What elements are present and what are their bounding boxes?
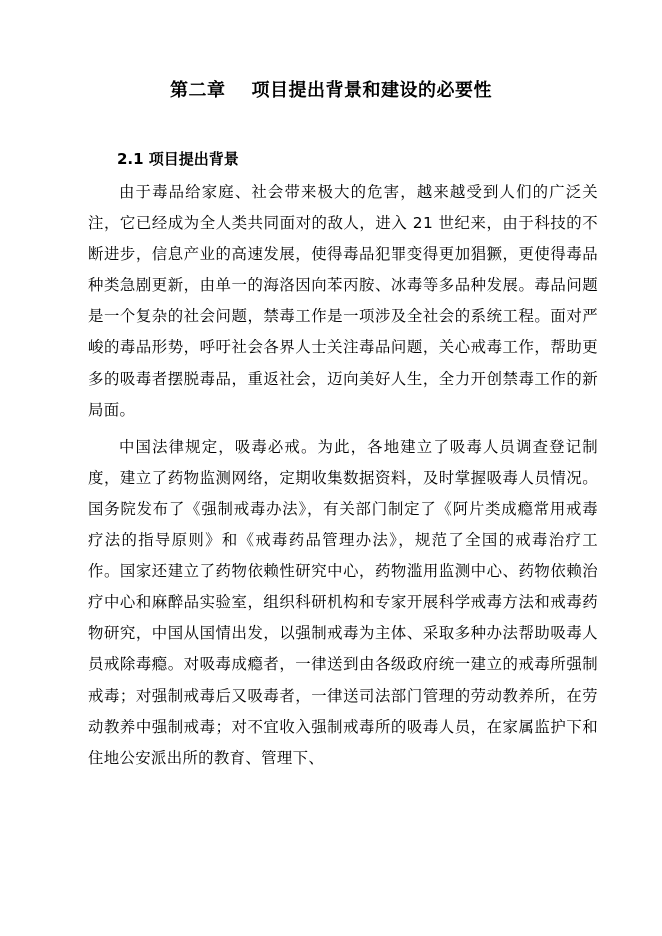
paragraph-1: 由于毒品给家庭、社会带来极大的危害，越来越受到人们的广泛关注，它已经成为全人类共同面对的敌人，进入 21 世纪来，由于科技的不断进步，信息产业的高速发展，使得毒品犯罪变得更加猖獗，更使得毒品种类急剧更新，由单一的海洛因向苯丙胺、冰毒等多品种发展。毒品问题是一个复杂的社会问题，禁毒工作是一项涉及全社会的系统工程。面对严峻的毒品形势，呼吁社会各界人士关注毒品问题，关心戒毒工作，帮助更多的吸毒者摆脱毒品，重返社会，迈向美好人生，全力开创禁毒工作的新局面。	[88, 183, 598, 419]
chapter-title	[0, 76, 662, 102]
body-text	[88, 177, 598, 774]
section-heading: 2.1 项目提出背景	[117, 150, 239, 168]
chapter-title-text: 项目提出背景和建设的必要性	[251, 80, 492, 101]
chapter-number: 第二章	[170, 80, 226, 101]
paragraph-2: 中国法律规定，吸毒必戒。为此，各地建立了吸毒人员调查登记制度，建立了药物监测网络，定期收集数据资料，及时掌握吸毒人员情况。国务院发布了《强制戒毒办法》，有关部门制定了《阿片类成瘾常用戒毒疗法的指导原则》和《戒毒药品管理办法》，规范了全国的戒毒治疗工作。国家还建立了药物依赖性研究中心，药物滥用监测中心、药物依赖治疗中心和麻醉品实验室，组织科研机构和专家开展科学戒毒方法和戒毒药物研究，中国从国情出发，以强制戒毒为主体、采取多种办法帮助吸毒人员戒除毒瘾。对吸毒成瘾者，一律送到由各级政府统一建立的戒毒所强制戒毒；对强制戒毒后又吸毒者，一律送司法部门管理的劳动教养所，在劳动教养中强制戒毒；对不宜收入强制戒毒所的吸毒人员，在家属监护下和住地公安派出所的教育、管理下、	[88, 437, 598, 767]
